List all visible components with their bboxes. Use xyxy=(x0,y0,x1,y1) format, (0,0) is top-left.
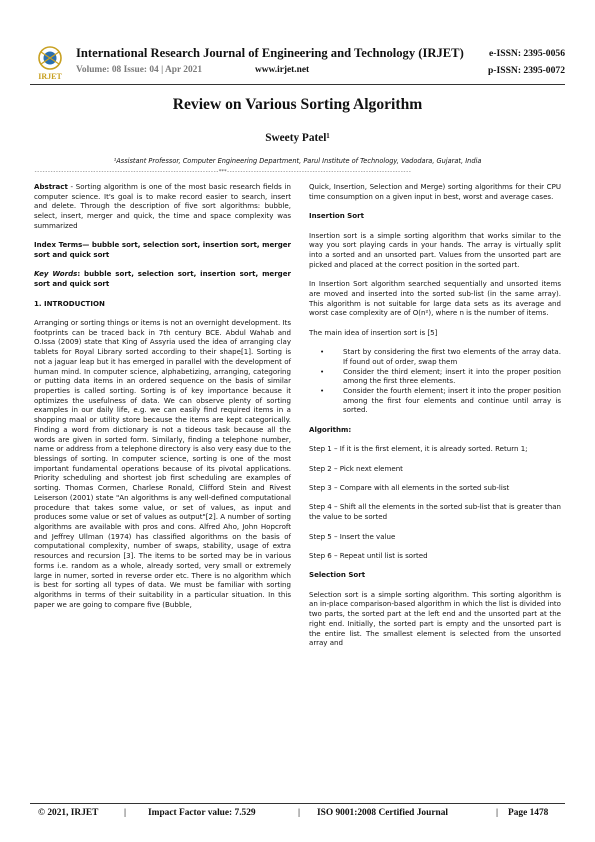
insertion-paragraph-2: In Insertion Sort algorithm searched sequentially and unsorted items are moved and inserted into the sorted sub-list (in the same array). This algorithm is not suitable for large data sets as its average and worst case complexity are of O(n²), where n is the number of items. xyxy=(309,279,561,318)
list-item: • Consider the fourth element; insert it into the proper position among the first four elements and continue until array is sorted. xyxy=(343,386,561,415)
paper-author: Sweety Patel¹ xyxy=(265,132,330,144)
list-item: • Start by considering the first two elements of the array data. If found out of order, swap them xyxy=(343,347,561,366)
list-item: • Consider the third element; insert it into the proper position among the first three elements. xyxy=(343,367,561,386)
p-issn: p-ISSN: 2395-0072 xyxy=(487,65,565,76)
left-column xyxy=(34,182,291,610)
algorithm-heading: Algorithm: xyxy=(309,424,352,434)
insertion-paragraph-1: Insertion sort is a simple sorting algorithm that works similar to the way you sort playing cards in your hands. The array is virtually split into a sorted and an unsorted part. Values from the unsorted part are picked and placed at the correct position in the sorted part. xyxy=(309,230,561,269)
footer-iso: ISO 9001:2008 Certified Journal xyxy=(317,808,448,818)
author-affiliation: ¹Assistant Professor, Computer Engineering Department, Parul Institute of Technology, Vadodara, Gujarat, India xyxy=(113,157,482,165)
paper-title: Review on Various Sorting Algorithm xyxy=(172,96,423,113)
right-column xyxy=(309,182,561,648)
selection-paragraph: Selection sort is a simple sorting algorithm. This sorting algorithm is an in-place comparison-based algorithm in which the list is divided into two parts, the sorted part at the left end and the unsorted part at the right end. Initially, the sorted part is empty and the unsorted part is the entire list. The smallest element is selected from the unsorted array and xyxy=(309,589,561,648)
insertion-steps-list xyxy=(309,347,561,415)
irjet-logo-icon xyxy=(32,44,68,82)
footer-separator: | xyxy=(298,808,301,818)
footer-separator: | xyxy=(496,808,499,818)
footer-impact-factor: Impact Factor value: 7.529 xyxy=(148,808,256,818)
intro-heading: 1. INTRODUCTION xyxy=(34,298,105,308)
abstract-label: Abstract xyxy=(34,182,68,191)
key-words xyxy=(34,269,291,288)
e-issn: e-ISSN: 2395-0056 xyxy=(489,48,565,59)
volume-issue: Volume: 08 Issue: 04 | Apr 2021 xyxy=(76,65,203,75)
algorithm-step: Step 2 – Pick next element xyxy=(309,463,403,473)
logo-text: IRJET xyxy=(38,72,62,81)
key-words-text: : bubble sort, selection sort, insertion sort, merger sort and quick sort xyxy=(34,269,291,289)
index-terms: Index Terms— bubble sort, selection sort, insertion sort, merger sort and quick sort xyxy=(34,240,291,259)
footer-copyright: © 2021, IRJET xyxy=(38,808,99,818)
abstract xyxy=(34,182,291,231)
selection-sort-heading: Selection Sort xyxy=(309,570,366,580)
algorithm-step: Step 5 – Insert the value xyxy=(309,531,396,541)
journal-header xyxy=(30,44,565,82)
footer-divider xyxy=(30,803,565,804)
algorithm-step: Step 4 – Shift all the elements in the sorted sub-list that is greater than the value to be sorted xyxy=(309,502,561,522)
continued-paragraph: Quick, Insertion, Selection and Merge) sorting algorithms for their CPU time consumption on a given input in best, worst and average cases. xyxy=(309,182,561,201)
abstract-text: - Sorting algorithm is one of the most basic research fields in computer science. It's goal is to make record easier to search, insert and delete. Through the description of five sort algorithms: bubble, select, insert, merger and quick, the time and space complexity was summarized xyxy=(34,182,291,230)
intro-paragraph: Arranging or sorting things or items is not an overnight development. Its footprints can be traced back in 7th century BCE. Abdul Wahab and O.Issa (2009) state that King of Assyria used the idea of arranging clay tablets for Royal Library sorted according to their shape[1]. Sorting is not a jaguar leap but it has emerged in parallel with the development of human mind. In computer science, alphabetizing, arranging, categoring or putting data items in an ordered sequence on the basis of similar properties is called sorting. Sorting is of key importance because it optimizes the usefulness of data. We can observe plenty of sorting examples in our daily life, e.g. we can easily find required items in a shopping maal or utility store because the items are kept categorically. Finding a word from dictionary is not a tideous task because all the words are given in sorted form. Similarly, finding a telephone number, name or address from a telephone directory is also very easy due to the blessings of sorting. In computer science, sorting is one of the most important fundamental operations because of its pivotal applications. Priority scheduling and shortest job first scheduling are examples of sorting. Thomas Cormen, Charlese Ronald, Clifford Stein and Rivest Leiserson (2001) state "An algorithms is any well-defined computational procedure that takes some value, or set of values, as input and produces some value or set of values as output"[2]. A number of sorting algorithms are available with pros and cons. Alfred Aho, John Hopcroft and Jeffrey Ullman (1974) has classified algorithms on the basis of computational complexity, number of swaps, stability, usage of extra resources and recursion [3]. The items to be sorted may be in various forms i.e. random as a whole, already sorted, very small or extremely large in numer, sorted in reverse order etc. There is no algorithm which is best for sorting all types of data. We must be familiar with sorting algorithms in terms of their suitability in a particular situation. In this paper we are going to compare five (Bubble, xyxy=(34,317,291,609)
algorithm-step: Step 1 – If it is the first element, it is already sorted. Return 1; xyxy=(309,444,528,454)
footer-separator: | xyxy=(124,808,127,818)
footer-page-number: Page 1478 xyxy=(508,808,549,818)
main-idea-line: The main idea of insertion sort is [5] xyxy=(309,327,438,337)
journal-url[interactable]: www.irjet.net xyxy=(255,65,310,75)
algorithm-step: Step 3 – Compare with all elements in the sorted sub-list xyxy=(309,483,510,492)
page-footer xyxy=(30,808,565,822)
insertion-sort-heading: Insertion Sort xyxy=(309,211,364,221)
header-divider xyxy=(30,84,565,85)
journal-title: International Research Journal of Engineering and Technology (IRJET) xyxy=(76,46,464,60)
key-words-label: Key Words xyxy=(34,269,78,279)
algorithm-step: Step 6 – Repeat until list is sorted xyxy=(309,550,428,560)
section-divider: ---------------------------------------------------------------------***--------------------------------------------------------------------- xyxy=(34,169,411,175)
